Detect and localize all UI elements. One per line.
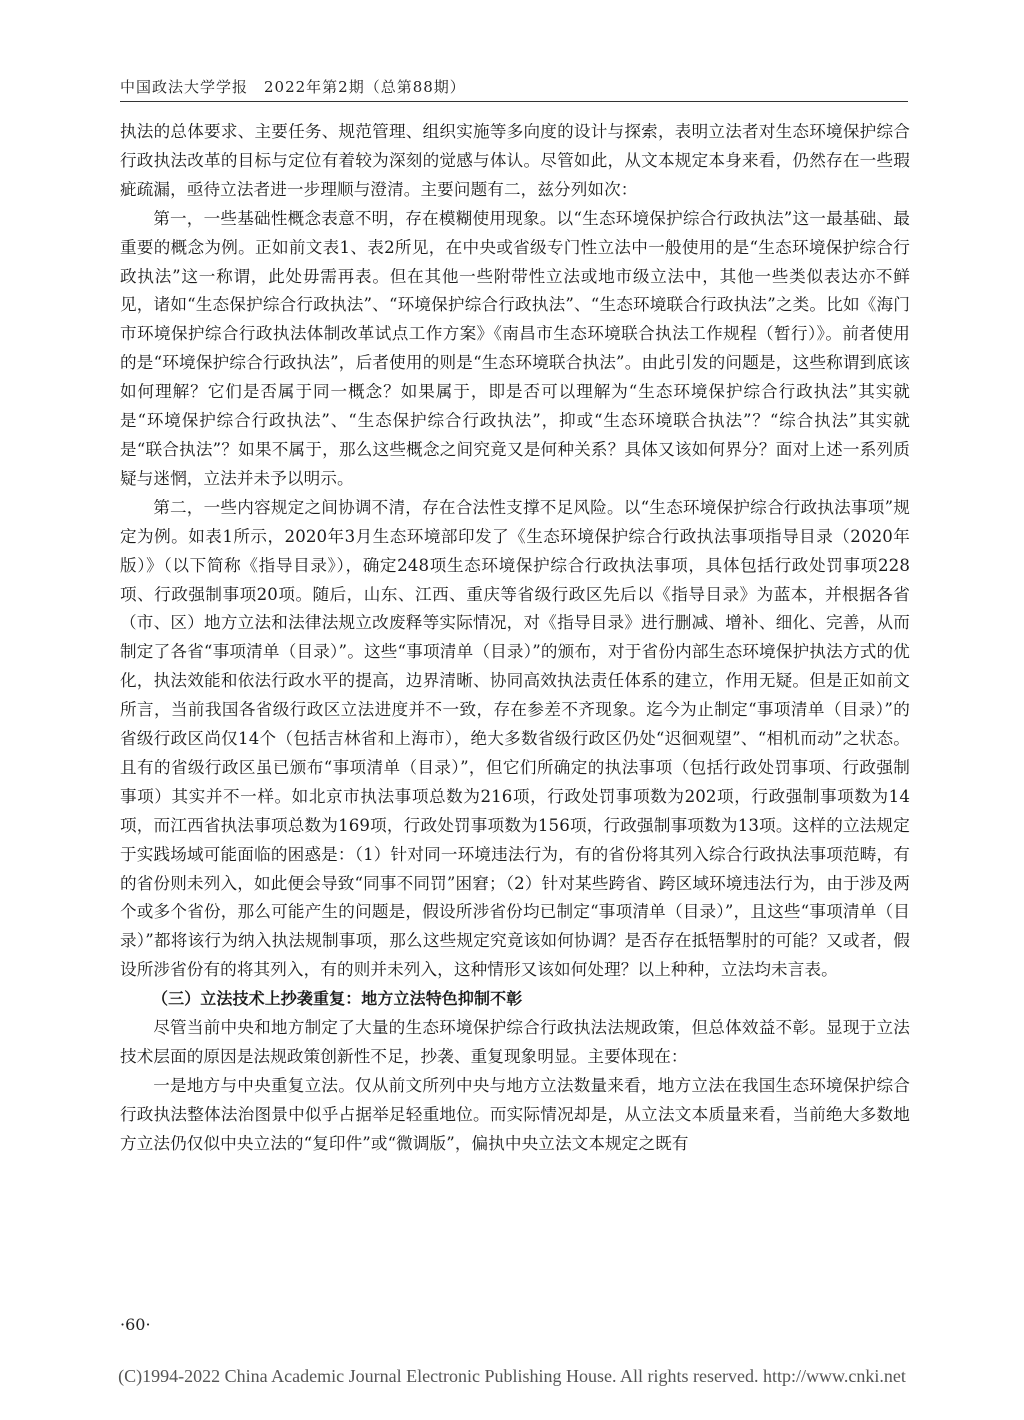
copyright-notice: (C)1994-2022 China Academic Journal Electronic Publishing House. All rights reserved. http://www.cnki.net [118, 1366, 906, 1386]
page-number: ·60· [120, 1315, 151, 1334]
section-subheading: （三）立法技术上抄袭重复：地方立法特色抑制不彰 [152, 989, 523, 1009]
paragraph-continuation: 执法的总体要求、主要任务、规范管理、组织实施等多向度的设计与探索，表明立法者对生态环境保护综合行政执法改革的目标与定位有着较为深刻的觉感与体认。尽管如此，从文本规定本身来看，仍然存在一些瑕疵疏漏，亟待立法者进一步理顺与澄清。主要问题有二，兹分列如次： [120, 122, 910, 199]
article-body [120, 118, 910, 1159]
paragraph-point-one: 一是地方与中央重复立法。仅从前文所列中央与地方立法数量来看，地方立法在我国生态环境保护综合行政执法整体法治图景中似乎占据举足轻重地位。而实际情况却是，从立法文本质量来看，当前绝大多数地方立法仍仅似中央立法的“复印件”或“微调版”，偏执中央立法文本规定之既有 [120, 1075, 910, 1153]
paragraph-section-intro: 尽管当前中央和地方制定了大量的生态环境保护综合行政执法法规政策，但总体效益不彰。显现于立法技术层面的原因是法规政策创新性不足，抄袭、重复现象明显。主要体现在： [120, 1018, 910, 1066]
paragraph-first-issue: 第一，一些基础性概念表意不明，存在模糊使用现象。以“生态环境保护综合行政执法”这一最基础、最重要的概念为例。正如前文表1、表2所见，在中央或省级专门性立法中一般使用的是“生态环境保护综合行政执法”这一称谓，此处毋需再表。但在其他一些附带性立法或地市级立法中，其他一些类似表达亦不鲜见，诸如“生态保护综合行政执法”、“环境保护综合行政执法”、“生态环境联合行政执法”之类。比如《海门市环境保护综合行政执法体制改革试点工作方案》《南昌市生态环境联合执法工作规程（暂行）》。前者使用的是“环境保护综合行政执法”，后者使用的则是“生态环境联合执法”。由此引发的问题是，这些称谓到底该如何理解？它们是否属于同一概念？如果属于，即是否可以理解为“生态环境保护综合行政执法”其实就是“环境保护综合行政执法”、“生态保护综合行政执法”，抑或“生态环境联合执法”？“综合执法”其实就是“联合执法”？如果不属于，那么这些概念之间究竟又是何种关系？具体又该如何界分？面对上述一系列质疑与迷惘，立法并未予以明示。 [120, 208, 910, 488]
paragraph-second-issue: 第二，一些内容规定之间协调不清，存在合法性支撑不足风险。以“生态环境保护综合行政执法事项”规定为例。如表1所示，2020年3月生态环境部印发了《生态环境保护综合行政执法事项指导目录（2020年版）》（以下简称《指导目录》），确定248项生态环境保护综合行政执法事项，具体包括行政处罚事项228项、行政强制事项20项。随后，山东、江西、重庆等省级行政区先后以《指导目录》为蓝本，并根据各省（市、区）地方立法和法律法规立改废释等实际情况，对《指导目录》进行删减、增补、细化、完善，从而制定了各省“事项清单（目录）”。这些“事项清单（目录）”的颁布，对于省份内部生态环境保护执法方式的优化，执法效能和依法行政水平的提高，边界清晰、协同高效执法责任体系的建立，作用无疑。但是正如前文所言，当前我国各省级行政区立法进度并不一致，存在参差不齐现象。迄今为止制定“事项清单（目录）”的省级行政区尚仅14个（包括吉林省和上海市），绝大多数省级行政区仍处“迟徊观望”、“相机而动”之状态。且有的省级行政区虽已颁布“事项清单（目录）”，但它们所确定的执法事项（包括行政处罚事项、行政强制事项）其实并不一样。如北京市执法事项总数为216项，行政处罚事项数为202项，行政强制事项数为14项，而江西省执法事项总数为169项，行政处罚事项数为156项，行政强制事项数为13项。这样的立法规定于实践场域可能面临的困惑是：（1）针对同一环境违法行为，有的省份将其列入综合行政执法事项范畴，有的省份则未列入，如此便会导致“同事不同罚”困窘；（2）针对某些跨省、跨区域环境违法行为，由于涉及两个或多个省份，那么可能产生的问题是，假设所涉省份均已制定“事项清单（目录）”，且这些“事项清单（目录）”都将该行为纳入执法规制事项，那么这些规定究竟该如何协调？是否存在抵牾掣肘的可能？又或者，假设所涉省份有的将其列入，有的则并未列入，这种情形又该如何处理？以上种种，立法均未言表。 [120, 497, 910, 980]
running-header: 中国政法大学学报 2022年第2期（总第88期） [120, 78, 466, 96]
header-rule [120, 101, 908, 102]
